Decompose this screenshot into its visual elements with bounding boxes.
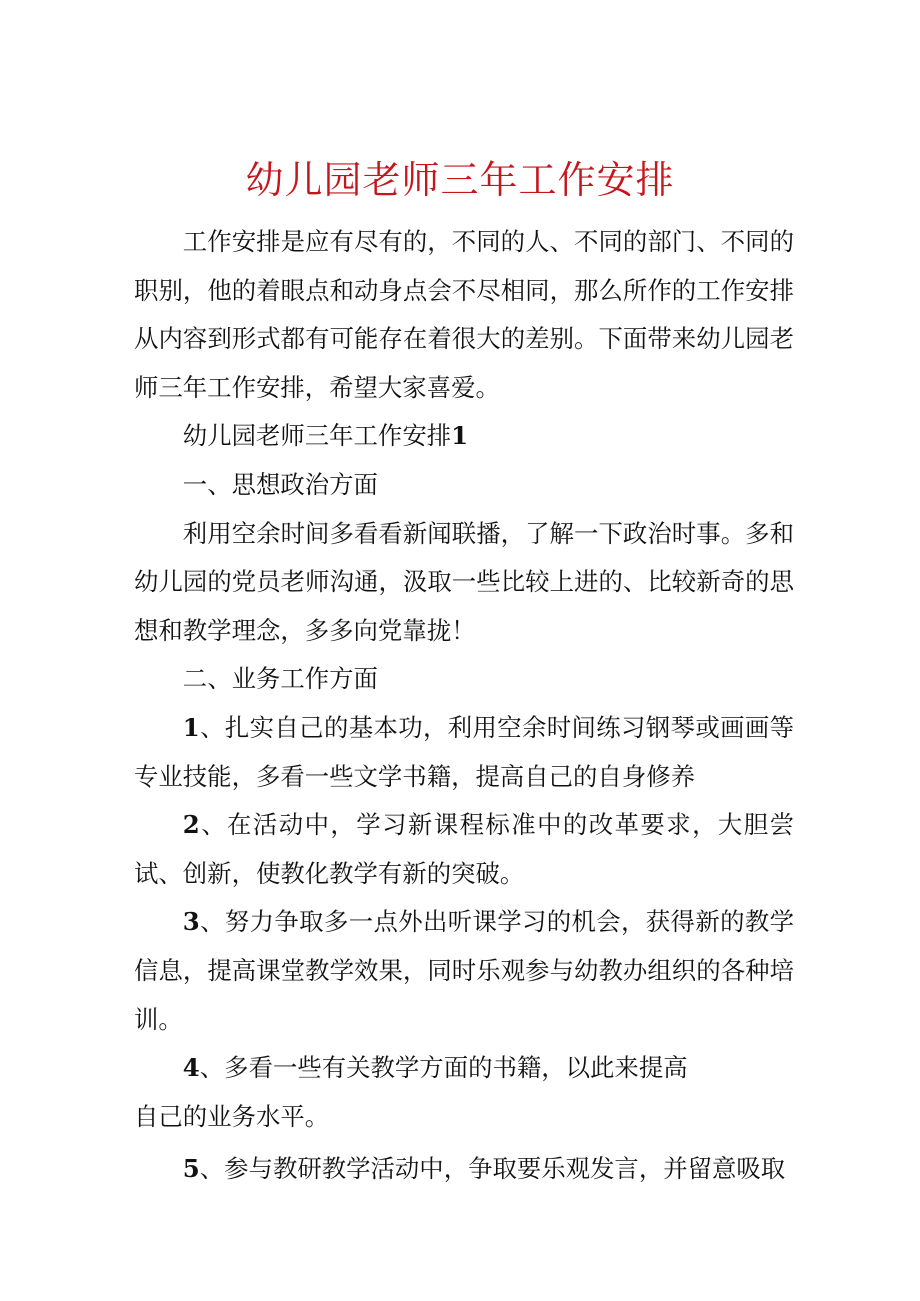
section-politics-title: 一、思想政治方面 — [182, 469, 378, 499]
list-item-number: 1 — [182, 712, 200, 742]
plan-heading-text: 幼儿园老师三年工作安排 — [182, 421, 452, 451]
list-item-continuation: 自己的业务水平。 — [134, 1101, 330, 1131]
list-item-number: 5 — [182, 1154, 200, 1184]
section-work-title: 二、业务工作方面 — [182, 664, 378, 694]
document-body — [134, 218, 794, 1194]
document-title: 幼儿园老师三年工作安排 — [245, 158, 675, 202]
list-item — [134, 801, 794, 898]
list-item-text: 、扎实自己的基本功，利用空余时间练习钢琴或画画等专业技能，多看一些文学书籍，提高自己的自身修养 — [134, 712, 794, 791]
list-item-number: 3 — [182, 907, 200, 937]
list-item — [134, 1145, 794, 1194]
list-item — [134, 704, 794, 801]
plan-heading-number: 1 — [451, 421, 469, 451]
section-politics-text: 利用空余时间多看看新闻联播，了解一下政治时事。多和幼儿园的党员老师沟通，汲取一些比较上进的、比较新奇的思想和教学理念，多多向党靠拢！ — [134, 518, 794, 645]
list-item — [134, 898, 794, 1044]
list-item-number: 4 — [182, 1053, 200, 1083]
list-item-text: 、参与教研教学活动中，争取要乐观发言，并留意吸取 — [199, 1154, 786, 1184]
list-item-text: 、在活动中，学习新课程标准中的改革要求，大胆尝试、创新，使教化教学有新的突破。 — [134, 810, 794, 888]
list-item-text: 、努力争取多一点外出听课学习的机会，获得新的教学信息，提高课堂教学效果，同时乐观参与幼教办组织的各种培训。 — [134, 907, 794, 1034]
plan-heading — [134, 412, 794, 461]
list-item-number: 2 — [182, 810, 200, 840]
list-item — [134, 1044, 794, 1093]
list-item-text: 、多看一些有关教学方面的书籍，以此来提高 — [199, 1053, 688, 1083]
intro-paragraph: 工作安排是应有尽有的，不同的人、不同的部门、不同的职别，他的着眼点和动身点会不尽相同，那么所作的工作安排从内容到形式都有可能存在着很大的差别。下面带来幼儿园老师三年工作安排，希望大家喜爱。 — [134, 227, 794, 402]
